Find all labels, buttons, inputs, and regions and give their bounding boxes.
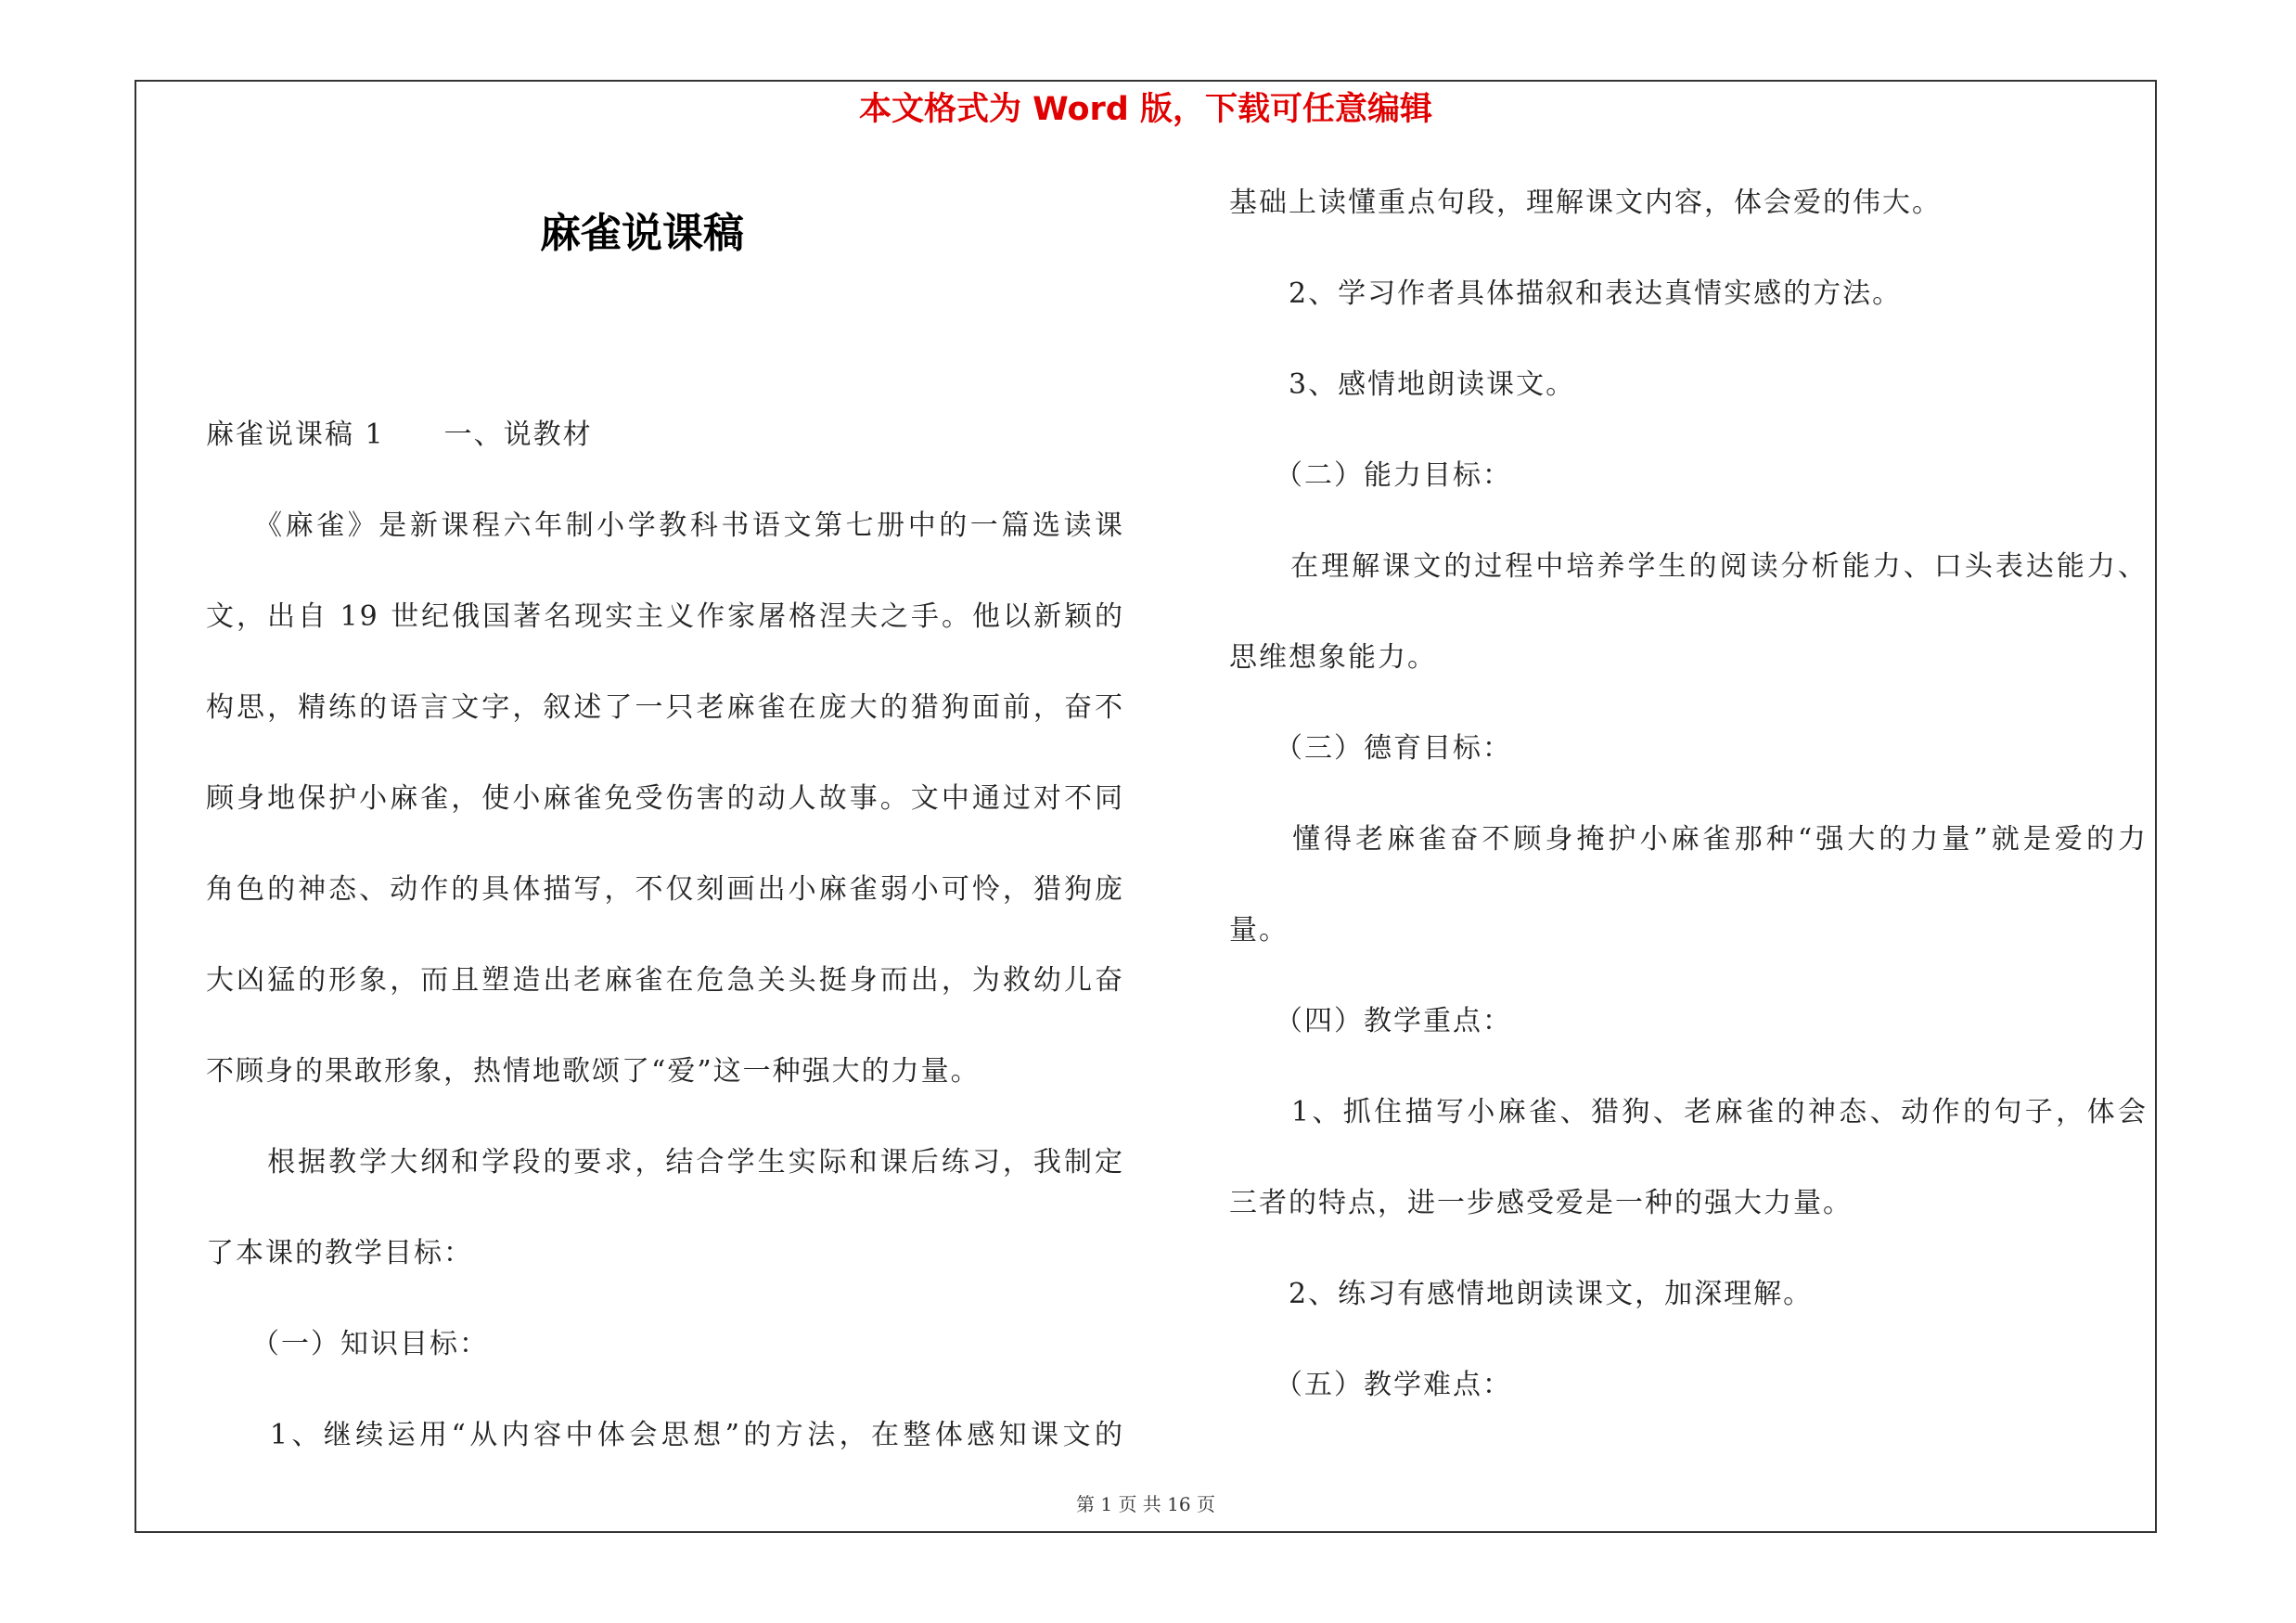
- right-line-2: 2、学习作者具体描叙和表达真情实感的方法。: [1229, 277, 1903, 310]
- right-line-9: 量。: [1229, 914, 1289, 947]
- left-line-7: 大凶猛的形象，而且塑造出老麻雀在危急关头挺身而出，为救幼儿奋: [206, 964, 1124, 997]
- left-line-5: 顾身地保护小麻雀，使小麻雀免受伤害的动人故事。文中通过对不同: [206, 782, 1124, 815]
- right-line-13: 2、练习有感情地朗读课文，加深理解。: [1229, 1278, 1814, 1310]
- left-line-11: （一）知识目标：: [206, 1328, 489, 1360]
- right-line-12: 三者的特点，进一步感受爱是一种的强大力量。: [1229, 1187, 1853, 1219]
- right-line-5: 在理解课文的过程中培养学生的阅读分析能力、口头表达能力、: [1229, 550, 2148, 583]
- left-line-1: 麻雀说课稿 1 一、说教材: [206, 419, 593, 451]
- right-line-10: （四）教学重点：: [1229, 1005, 1512, 1037]
- format-notice-banner: 本文格式为 Word 版，下载可任意编辑: [858, 91, 1433, 128]
- right-line-14: （五）教学难点：: [1229, 1369, 1512, 1401]
- right-line-11: 1、抓住描写小麻雀、猎狗、老麻雀的神态、动作的句子，体会: [1229, 1096, 2148, 1128]
- left-line-10: 了本课的教学目标：: [206, 1237, 473, 1269]
- right-line-7: （三）德育目标：: [1229, 732, 1512, 765]
- right-line-3: 3、感情地朗读课文。: [1229, 368, 1576, 401]
- left-line-9: 根据教学大纲和学段的要求，结合学生实际和课后练习，我制定: [206, 1146, 1124, 1179]
- left-line-2: 《麻雀》是新课程六年制小学教科书语文第七册中的一篇选读课: [206, 509, 1124, 542]
- right-line-4: （二）能力目标：: [1229, 459, 1512, 492]
- right-line-8: 懂得老麻雀奋不顾身掩护小麻雀那种“强大的力量”就是爱的力: [1229, 823, 2148, 856]
- right-line-6: 思维想象能力。: [1229, 641, 1437, 674]
- right-line-1: 基础上读懂重点句段，理解课文内容，体会爱的伟大。: [1229, 187, 1942, 219]
- left-line-4: 构思，精练的语言文字，叙述了一只老麻雀在庞大的猎狗面前，奋不: [206, 691, 1124, 724]
- document-title: 麻雀说课稿: [540, 210, 744, 257]
- left-line-8: 不顾身的果敢形象，热情地歌颂了“爱”这一种强大的力量。: [206, 1055, 981, 1088]
- left-line-3: 文，出自 19 世纪俄国著名现实主义作家屠格涅夫之手。他以新颖的: [206, 600, 1124, 633]
- left-line-6: 角色的神态、动作的具体描写，不仅刻画出小麻雀弱小可怜，猎狗庞: [206, 873, 1124, 906]
- left-line-12: 1、继续运用“从内容中体会思想”的方法，在整体感知课文的: [206, 1419, 1124, 1451]
- page-number-footer: 第 1 页 共 16 页: [1076, 1493, 1215, 1515]
